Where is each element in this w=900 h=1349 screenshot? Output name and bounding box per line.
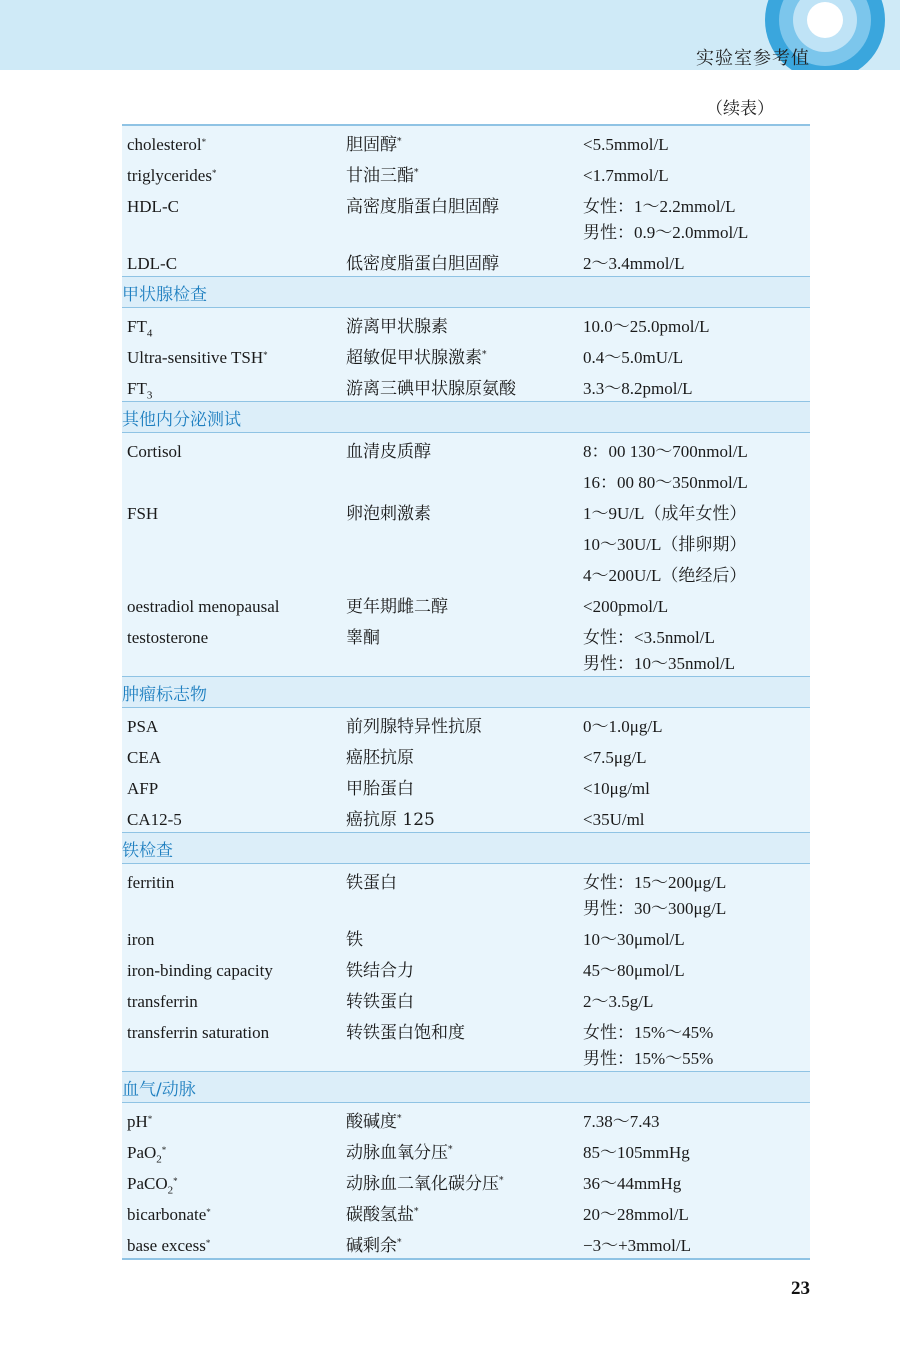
table-row xyxy=(122,770,810,801)
chinese-name xyxy=(346,714,482,740)
chinese-name-text: 超敏促甲状腺激素 xyxy=(346,348,482,368)
reference-value-line: 男性：10～35nmol/L xyxy=(583,654,736,673)
english-name-text: iron-binding capacity xyxy=(127,961,273,980)
table-row xyxy=(122,495,810,526)
footnote-star: * xyxy=(397,1238,402,1248)
reference-value-line: 男性：15%～55% xyxy=(583,1049,714,1068)
reference-value xyxy=(583,563,746,589)
english-name xyxy=(127,714,158,740)
english-name-text: LDL-C xyxy=(127,254,178,273)
english-name xyxy=(127,194,179,220)
table-row xyxy=(122,557,810,588)
table-row xyxy=(122,801,810,832)
table-row xyxy=(122,708,810,739)
reference-value xyxy=(583,251,685,277)
section-title: 铁检查 xyxy=(122,841,173,861)
table-row xyxy=(122,952,810,983)
english-name-text: cholesterol xyxy=(127,135,202,154)
english-name xyxy=(127,625,208,651)
section-title: 其他内分泌测试 xyxy=(122,410,241,430)
reference-value xyxy=(583,1109,660,1135)
reference-value xyxy=(583,625,735,677)
english-name-text: triglycerides xyxy=(127,166,212,185)
english-name-text: Ultra-sensitive TSH xyxy=(127,348,264,367)
chinese-name xyxy=(346,1233,402,1259)
table-row xyxy=(122,983,810,1014)
reference-value-line: 36～44mmHg xyxy=(583,1174,682,1193)
chinese-name-text: 癌胚抗原 xyxy=(346,748,414,768)
table-row xyxy=(122,1103,810,1134)
chinese-name-text: 卵泡刺激素 xyxy=(346,504,431,524)
running-title: 实验室参考值 xyxy=(696,48,810,69)
chinese-name xyxy=(346,625,380,651)
table-row xyxy=(122,188,810,245)
chinese-name xyxy=(346,314,448,340)
english-name-text: HDL-C xyxy=(127,197,179,216)
reference-value-line: 45～80μmol/L xyxy=(583,961,685,980)
table-row xyxy=(122,308,810,339)
footnote-star: * xyxy=(499,1176,504,1186)
reference-value xyxy=(583,1202,689,1228)
chinese-name-text: 低密度脂蛋白胆固醇 xyxy=(346,254,499,274)
english-name-text: PaCO$_2$ xyxy=(127,1174,174,1197)
table-row xyxy=(122,526,810,557)
reference-value xyxy=(583,870,726,922)
footnote-star: * xyxy=(414,168,419,178)
english-name xyxy=(127,1233,210,1259)
english-name xyxy=(127,745,161,771)
reference-value xyxy=(583,132,669,158)
reference-value xyxy=(583,194,748,246)
chinese-name-text: 睾酮 xyxy=(346,628,380,648)
reference-value-line: 4～200U/L（绝经后） xyxy=(583,566,747,585)
chinese-name-text: 游离三碘甲状腺原氨酸 xyxy=(346,379,516,399)
english-name xyxy=(127,1202,211,1228)
reference-value-line: −3～+3mmol/L xyxy=(583,1236,691,1255)
reference-value-line: 女性：1～2.2mmol/L xyxy=(583,197,736,216)
reference-value-line: 10～30μmol/L xyxy=(583,930,685,949)
reference-value-line: 女性：15～200μg/L xyxy=(583,873,727,892)
chinese-name-text: 铁 xyxy=(346,930,363,950)
section-header xyxy=(122,401,810,433)
english-name xyxy=(127,132,206,158)
chinese-name-text: 铁结合力 xyxy=(346,961,414,981)
footnote-star: * xyxy=(147,1114,153,1124)
english-name-text: Cortisol xyxy=(127,442,182,461)
section-title: 肿瘤标志物 xyxy=(122,685,207,705)
english-name-text: pH xyxy=(127,1112,148,1131)
chinese-name-text: 转铁蛋白 xyxy=(346,992,414,1012)
page-number: 23 xyxy=(791,1278,810,1299)
english-name xyxy=(127,927,154,953)
english-name xyxy=(127,501,158,527)
chinese-name-text: 动脉血氧分压 xyxy=(346,1143,448,1163)
reference-value xyxy=(583,927,685,953)
chinese-name-text: 碱剩余 xyxy=(346,1236,397,1256)
chinese-name xyxy=(346,1020,465,1046)
footnote-star: * xyxy=(397,1114,402,1124)
chinese-name xyxy=(346,1140,453,1166)
footnote-star: * xyxy=(211,168,217,178)
table-row xyxy=(122,433,810,464)
footnote-star: * xyxy=(482,350,487,360)
section-header xyxy=(122,676,810,708)
chinese-name-text: 动脉血二氧化碳分压 xyxy=(346,1174,499,1194)
chinese-name-text: 甘油三酯 xyxy=(346,166,414,186)
english-name-text: ferritin xyxy=(127,873,175,892)
table-row xyxy=(122,739,810,770)
english-name xyxy=(127,594,280,620)
footnote-star: * xyxy=(201,137,207,147)
chinese-name xyxy=(346,163,419,189)
reference-value-line: 3.3～8.2pmol/L xyxy=(583,379,693,398)
reference-value xyxy=(583,376,693,402)
reference-value-line: <10μg/ml xyxy=(583,779,650,798)
english-name-text: bicarbonate xyxy=(127,1205,207,1224)
english-name-text: transferrin xyxy=(127,992,198,1011)
table-row xyxy=(122,245,810,276)
reference-value xyxy=(583,1140,690,1166)
table-row xyxy=(122,1134,810,1165)
footnote-star: * xyxy=(448,1145,453,1155)
reference-value-line: 10～30U/L（排卵期） xyxy=(583,535,747,554)
chinese-name xyxy=(346,439,431,465)
chinese-name-text: 酸碱度 xyxy=(346,1112,397,1132)
english-name-text: base excess xyxy=(127,1236,206,1255)
reference-value-line: 0～1.0μg/L xyxy=(583,717,663,736)
table-row xyxy=(122,1014,810,1071)
section-header xyxy=(122,832,810,864)
chinese-name xyxy=(346,1202,419,1228)
reference-value-line: 10.0～25.0pmol/L xyxy=(583,317,710,336)
reference-value-line: <1.7mmol/L xyxy=(583,166,669,185)
reference-value-line: 2～3.4mmol/L xyxy=(583,254,685,273)
reference-value-line: 16：00 80～350nmol/L xyxy=(583,473,748,492)
chinese-name-text: 胆固醇 xyxy=(346,135,397,155)
reference-value xyxy=(583,594,668,620)
chinese-name-text: 碳酸氢盐 xyxy=(346,1205,414,1225)
english-name xyxy=(127,807,182,833)
chinese-name xyxy=(346,194,499,220)
reference-value xyxy=(583,776,650,802)
footnote-star: * xyxy=(414,1207,419,1217)
english-name-text: iron xyxy=(127,930,155,949)
reference-value-line: 7.38～7.43 xyxy=(583,1112,660,1131)
table-row xyxy=(122,921,810,952)
section-title: 血气/动脉 xyxy=(122,1080,196,1100)
section-header xyxy=(122,1071,810,1103)
reference-value xyxy=(583,714,662,740)
chinese-name-text: 游离甲状腺素 xyxy=(346,317,448,337)
english-name-text: PaO$_2$ xyxy=(127,1143,162,1166)
english-name xyxy=(127,1020,269,1046)
chinese-name-text: 血清皮质醇 xyxy=(346,442,431,462)
chinese-name-text: 前列腺特异性抗原 xyxy=(346,717,482,737)
chinese-name xyxy=(346,776,414,802)
reference-value-line: 8：00 130～700nmol/L xyxy=(583,442,748,461)
reference-value-line: 女性：15%～45% xyxy=(583,1023,714,1042)
table-row xyxy=(122,126,810,157)
english-name xyxy=(127,989,198,1015)
reference-value-line: 1～9U/L（成年女性） xyxy=(583,504,747,523)
english-name-text: AFP xyxy=(127,779,159,798)
reference-value-line: <200pmol/L xyxy=(583,597,669,616)
chinese-name-text: 转铁蛋白饱和度 xyxy=(346,1023,465,1043)
english-name-text: testosterone xyxy=(127,628,209,647)
section-title: 甲状腺检查 xyxy=(122,285,207,305)
english-name-text: $FT_3$ xyxy=(127,379,153,402)
chinese-name xyxy=(346,745,414,771)
page-header xyxy=(0,0,900,70)
chinese-name xyxy=(346,594,448,620)
table-row xyxy=(122,339,810,370)
chinese-name xyxy=(346,807,435,833)
chinese-name xyxy=(346,927,363,953)
english-name-text: CEA xyxy=(127,748,161,767)
reference-value-line: 20～28mmol/L xyxy=(583,1205,689,1224)
table-row xyxy=(122,1196,810,1227)
reference-value xyxy=(583,989,653,1015)
english-name xyxy=(127,345,268,371)
section-header xyxy=(122,276,810,308)
reference-value xyxy=(583,345,683,371)
chinese-name xyxy=(346,345,487,371)
chinese-name-text: 铁蛋白 xyxy=(346,873,397,893)
reference-value-line: <7.5μg/L xyxy=(583,748,647,767)
footnote-star: * xyxy=(263,350,268,360)
table-row xyxy=(122,619,810,676)
english-name xyxy=(127,1109,152,1135)
table-row xyxy=(122,1165,810,1196)
reference-value xyxy=(583,807,645,833)
chinese-name-text: 甲胎蛋白 xyxy=(346,779,414,799)
reference-value xyxy=(583,470,748,496)
reference-value xyxy=(583,1171,681,1197)
chinese-name xyxy=(346,501,431,527)
footnote-star: * xyxy=(161,1145,167,1155)
english-name xyxy=(127,251,177,277)
reference-value-line: <5.5mmol/L xyxy=(583,135,669,154)
reference-value-line: 85～105mmHg xyxy=(583,1143,690,1162)
chinese-name xyxy=(346,1171,504,1197)
footnote-star: * xyxy=(173,1176,178,1186)
table-row xyxy=(122,588,810,619)
reference-value-line: 女性：<3.5nmol/L xyxy=(583,628,715,647)
english-name-text: PSA xyxy=(127,717,159,736)
reference-value-line: <35U/ml xyxy=(583,810,645,829)
footnote-star: * xyxy=(205,1238,211,1248)
english-name-text: $FT_4$ xyxy=(127,317,153,340)
footnote-star: * xyxy=(397,137,402,147)
chinese-name xyxy=(346,958,414,984)
chinese-name xyxy=(346,132,402,158)
english-name-text: CA12-5 xyxy=(127,810,182,829)
chinese-name-text: 癌抗原 125 xyxy=(346,810,435,830)
table-row xyxy=(122,864,810,921)
english-name xyxy=(127,870,174,896)
table-row xyxy=(122,370,810,401)
footnote-star: * xyxy=(206,1207,211,1217)
reference-value xyxy=(583,1233,691,1259)
reference-value-line: 男性：0.9～2.0mmol/L xyxy=(583,223,749,242)
chinese-name xyxy=(346,251,499,277)
continued-label: （续表） xyxy=(706,99,774,119)
table-row xyxy=(122,157,810,188)
chinese-name xyxy=(346,870,397,896)
table-row xyxy=(122,464,810,495)
table-row xyxy=(122,1227,810,1258)
reference-value xyxy=(583,439,748,465)
reference-value xyxy=(583,314,710,340)
chinese-name xyxy=(346,1109,402,1135)
english-name xyxy=(127,163,216,189)
chinese-name xyxy=(346,376,516,402)
english-name xyxy=(127,439,182,465)
reference-value-line: 男性：30～300μg/L xyxy=(583,899,727,918)
chinese-name-text: 高密度脂蛋白胆固醇 xyxy=(346,197,499,217)
reference-table xyxy=(122,124,810,1260)
reference-value xyxy=(583,958,685,984)
chinese-name-text: 更年期雌二醇 xyxy=(346,597,448,617)
english-name xyxy=(127,958,273,984)
english-name-text: FSH xyxy=(127,504,159,523)
reference-value-line: 0.4～5.0mU/L xyxy=(583,348,684,367)
english-name xyxy=(127,776,158,802)
reference-value xyxy=(583,1020,713,1072)
reference-value xyxy=(583,501,746,527)
english-name-text: transferrin saturation xyxy=(127,1023,270,1042)
reference-value xyxy=(583,745,647,771)
reference-value-line: 2～3.5g/L xyxy=(583,992,654,1011)
chinese-name xyxy=(346,989,414,1015)
reference-value xyxy=(583,163,669,189)
reference-value xyxy=(583,532,746,558)
english-name-text: oestradiol menopausal xyxy=(127,597,280,616)
